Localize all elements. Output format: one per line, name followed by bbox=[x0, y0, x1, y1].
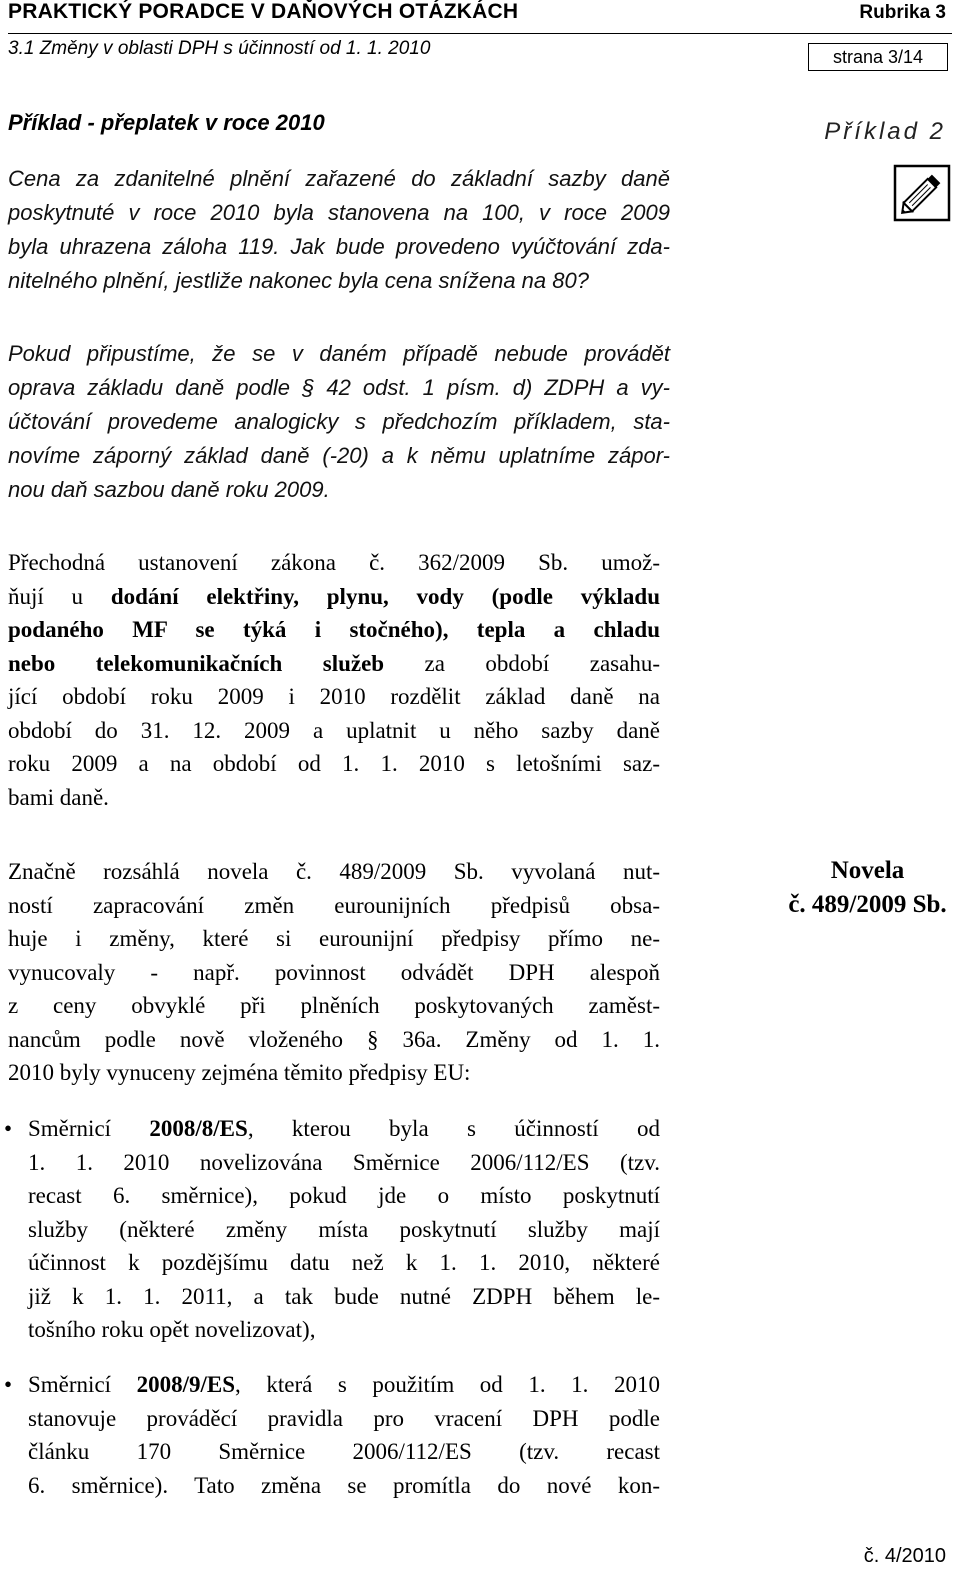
text-line bbox=[28, 1368, 660, 1402]
margin-note-line: č. 489/2009 Sb. bbox=[788, 891, 947, 918]
bold-text: podaného MF se týká i stočného), tepla a chladu bbox=[8, 617, 660, 642]
bold-text: dodání elektřiny, plynu, vody (podle výkladu bbox=[110, 583, 660, 609]
margin-note-line: Novela bbox=[830, 857, 905, 884]
issue-number: č. 4/2010 bbox=[863, 1545, 946, 1567]
text-line: 1. 1. 2010 novelizována Směrnice 2006/112/ES (tzv. bbox=[28, 1149, 660, 1175]
text-line: vynucovaly - např. povinnost odvádět DPH alespoň bbox=[8, 959, 660, 985]
text-line: byla uhrazena záloha 119. Jak bude provedeno vyúčtování zda- bbox=[8, 234, 670, 259]
bullet-marker: • bbox=[4, 1116, 13, 1141]
example-question bbox=[8, 162, 670, 298]
text-line: novíme záporný základ daně (-20) a k němu uplatníme zápor- bbox=[8, 443, 670, 468]
margin-note bbox=[780, 854, 955, 922]
example-title: Příklad - přeplatek v roce 2010 bbox=[8, 110, 325, 135]
chapter-subtitle: 3.1 Změny v oblasti DPH s účinností od 1. 1. 2010 bbox=[8, 38, 431, 59]
example-answer bbox=[8, 337, 670, 507]
section-label: Rubrika 3 bbox=[859, 2, 946, 23]
text-line: účtování provedeme analogicky s předchozím příkladem, sta- bbox=[8, 409, 670, 434]
text-line: služby (některé změny místa poskytnutí služby mají bbox=[28, 1216, 660, 1242]
text-line: stanovuje prováděcí pravidla pro vracení DPH podle bbox=[28, 1405, 660, 1431]
bold-text: 2008/9/ES bbox=[136, 1372, 236, 1397]
text-line: recast 6. směrnice), pokud jde o místo poskytnutí bbox=[28, 1183, 660, 1208]
text-line: nou daň sazbou daně roku 2009. bbox=[8, 477, 330, 502]
pencil-icon bbox=[893, 164, 951, 222]
bullet-marker: • bbox=[4, 1372, 13, 1397]
list-item bbox=[28, 1368, 660, 1502]
text-line: 6. směrnice). Tato změna se promítla do nové kon- bbox=[28, 1472, 660, 1498]
text-line: Cena za zdanitelné plnění zařazené do základní sazby daně bbox=[8, 166, 670, 191]
paragraph-amendment bbox=[8, 855, 660, 1090]
text-line bbox=[8, 647, 660, 681]
text-run: ňují u bbox=[8, 583, 111, 609]
text-line: poskytnuté v roce 2010 byla stanovena na 100, v roce 2009 bbox=[8, 200, 670, 225]
text-line: tošního roku opět novelizovat), bbox=[28, 1317, 316, 1342]
text-line bbox=[8, 580, 660, 614]
text-line: roku 2009 a na období od 1. 1. 2010 s letošními saz- bbox=[8, 751, 660, 776]
text-run: Směrnicí bbox=[28, 1116, 150, 1141]
text-line: oprava základu daně podle § 42 odst. 1 písm. d) ZDPH a vy- bbox=[8, 375, 670, 400]
text-line: z ceny obvyklé při plněních poskytovaných zaměst- bbox=[8, 993, 660, 1018]
text-line: Pokud připustíme, že se v daném případě nebude provádět bbox=[8, 341, 670, 366]
example-tag: Příklad 2 bbox=[824, 118, 946, 145]
bold-text: 2008/8/ES bbox=[149, 1116, 248, 1141]
text-run: Směrnicí bbox=[28, 1372, 137, 1397]
text-line: 2010 byly vynuceny zejména těmito předpisy EU: bbox=[8, 1060, 471, 1085]
text-line: jící období roku 2009 i 2010 rozdělit základ daně na bbox=[8, 684, 660, 709]
publication-title: PRAKTICKÝ PORADCE V DAŇOVÝCH OTÁZKÁCH bbox=[8, 0, 519, 23]
bold-text: nebo telekomunikačních služeb bbox=[8, 650, 385, 676]
header-divider bbox=[8, 33, 952, 34]
text-line: ností zapracování změn eurounijních předpisů obsa- bbox=[8, 892, 660, 918]
text-line: účinnost k pozdějšímu datu než k 1. 1. 2010, některé bbox=[28, 1250, 660, 1275]
text-line: nancům podle nově vloženého § 36a. Změny od 1. 1. bbox=[8, 1026, 660, 1052]
text-line: Značně rozsáhlá novela č. 489/2009 Sb. vyvolaná nut- bbox=[8, 859, 660, 884]
text-line: Přechodná ustanovení zákona č. 362/2009 Sb. umož- bbox=[8, 550, 660, 575]
text-line bbox=[8, 613, 660, 647]
text-line: huje i změny, které si eurounijní předpisy přímo ne- bbox=[8, 926, 660, 951]
text-line bbox=[28, 1112, 660, 1146]
text-line: článku 170 Směrnice 2006/112/ES (tzv. recast bbox=[28, 1439, 660, 1464]
text-line: již k 1. 1. 2011, a tak bude nutné ZDPH během le- bbox=[28, 1283, 660, 1309]
list-item bbox=[28, 1112, 660, 1347]
text-run: , kterou byla s účinností od bbox=[247, 1116, 660, 1141]
text-line: bami daně. bbox=[8, 784, 109, 810]
text-line: období do 31. 12. 2009 a uplatnit u něho sazby daně bbox=[8, 717, 660, 743]
text-run: za období zasahu- bbox=[384, 650, 660, 676]
text-line: nitelného plnění, jestliže nakonec byla cena snížena na 80? bbox=[8, 268, 589, 293]
text-run: , která s použitím od 1. 1. 2010 bbox=[235, 1372, 661, 1397]
page-indicator: strana 3/14 bbox=[808, 43, 948, 71]
paragraph-transitional-provisions bbox=[8, 546, 660, 814]
